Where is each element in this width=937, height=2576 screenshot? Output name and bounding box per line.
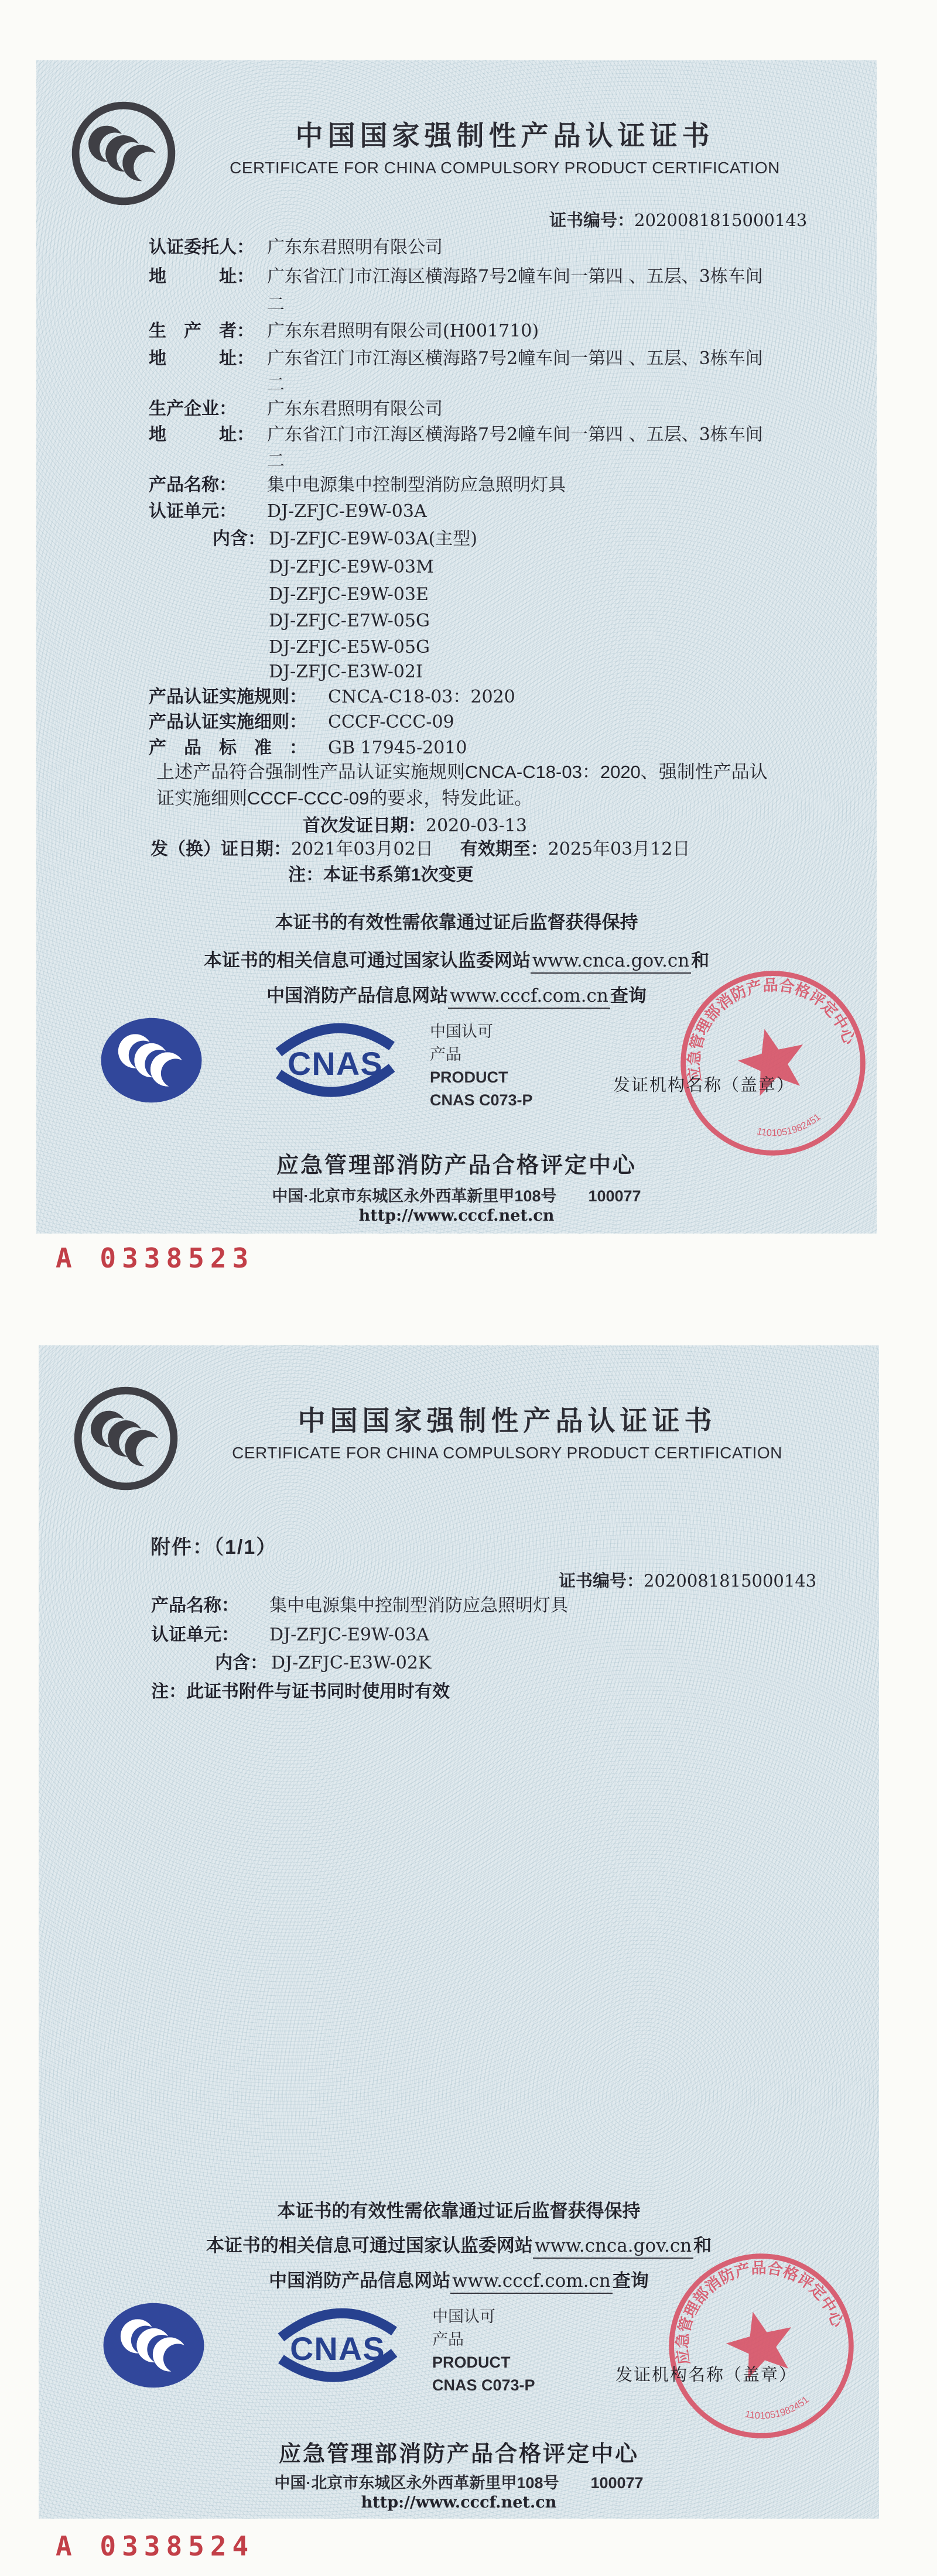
issuer-stamp-caption: 发证机构名称（盖章）	[613, 1076, 795, 1095]
certificate-attachment	[39, 1345, 879, 2519]
row-value: 广东省江门市江海区横海路7号2幢车间一第四 、五层、3栋车间	[267, 266, 763, 287]
row-value: 注：此证书附件与证书同时使用时有效	[151, 1682, 450, 1701]
row-attachment-note	[151, 1681, 450, 1703]
row-factory-address	[149, 424, 763, 446]
cnas-caption	[430, 1020, 533, 1112]
row-value: 广东省江门市江海区横海路7号2幢车间一第四 、五层、3栋车间	[267, 424, 763, 445]
row-label: 产品认证实施细则：	[149, 712, 307, 732]
row-value: DJ-ZFJC-E3W-02K	[271, 1653, 432, 1673]
row-value: 2025年03月12日	[548, 839, 690, 859]
certificate-number	[559, 1568, 816, 1592]
row-model	[269, 611, 430, 632]
row-value: 注：本证书系第1次变更	[288, 865, 474, 885]
ccc-mark-icon	[70, 100, 177, 207]
row-model	[269, 584, 429, 605]
statement-line-1: 上述产品符合强制性产品认证实施规则CNCA-C18-03：2020、强制性产品认	[156, 762, 768, 782]
row-value: GB 17945-2010	[328, 738, 467, 758]
row-value: 2021年03月02日	[291, 839, 433, 859]
cnas-caption-line: 产品	[430, 1046, 461, 1063]
row-value: 广东东君照明有限公司(H001710)	[267, 321, 539, 341]
row-label: 地 址：	[149, 425, 254, 444]
row-label: 发（换）证日期：	[151, 840, 291, 859]
row-change-note	[288, 865, 474, 886]
cnas-caption-line: CNAS C073-P	[432, 2376, 535, 2394]
certificate-serial-1: A 0338523	[56, 1242, 255, 1274]
row-value: DJ-ZFJC-E9W-03E	[269, 584, 429, 605]
row-implementation-detail	[149, 712, 454, 733]
row-product-name	[149, 475, 566, 496]
cnas-caption-line: 中国认可	[430, 1023, 493, 1040]
row-value: CNCA-C18-03：2020	[328, 687, 515, 707]
cnas-caption-line: 中国认可	[432, 2308, 495, 2325]
info-notice-prefix: 本证书的相关信息可通过国家认监委网站	[203, 950, 531, 971]
row-reissue-date	[151, 839, 690, 860]
cnas-caption-line: CNAS C073-P	[430, 1091, 533, 1109]
info-notice	[36, 946, 877, 972]
cccf-notice-suffix: 查询	[612, 2270, 649, 2291]
certificate-title-cn: 中国国家强制性产品认证证书	[295, 120, 714, 151]
ccc-mark-icon	[73, 1385, 179, 1492]
row-label: 产品认证实施规则：	[149, 687, 307, 707]
row-value: 集中电源集中控制型消防应急照明灯具	[267, 475, 566, 495]
row-label: 产品名称：	[149, 475, 237, 495]
row-first-issue-date	[303, 816, 527, 837]
statement-line-2: 证实施细则CCCF-CCC-09的要求，特发此证。	[156, 788, 533, 809]
row-label: 生 产 者：	[149, 321, 254, 341]
row-product-name	[151, 1595, 568, 1616]
row-address-continuation	[267, 294, 285, 316]
row-label: 产 品 标 准 ：	[149, 738, 307, 758]
row-value: 二	[267, 451, 285, 471]
row-models-included	[215, 1653, 432, 1674]
cnas-caption-line: 产品	[432, 2331, 464, 2348]
issuing-organization: 应急管理部消防产品合格评定中心	[278, 2442, 639, 2467]
row-value: CCCF-CCC-09	[328, 712, 454, 732]
row-value: DJ-ZFJC-E7W-05G	[269, 611, 430, 631]
certificate-main	[36, 60, 877, 1234]
row-factory	[149, 399, 443, 420]
cnas-caption-line: PRODUCT	[430, 1068, 508, 1086]
row-label: 产品名称：	[151, 1596, 239, 1615]
ccc-logo-icon	[91, 1010, 211, 1111]
row-value: 2020-03-13	[426, 816, 527, 836]
row-label: 认证委托人：	[149, 238, 254, 257]
row-model	[269, 557, 434, 578]
validity-notice: 本证书的有效性需依靠通过证后监督获得保持	[275, 912, 638, 933]
row-address-continuation	[267, 375, 285, 396]
row-label: 地 址：	[149, 267, 254, 286]
row-product-standard	[149, 738, 467, 759]
row-value: 二	[267, 375, 285, 395]
certificate-number-label: 证书编号：	[549, 211, 635, 230]
cnca-url: www.cnca.gov.cn	[533, 2235, 693, 2259]
row-applicant-address	[149, 266, 763, 287]
issuer-stamp-caption: 发证机构名称（盖章）	[615, 2366, 798, 2385]
certificate-number-value: 2020081815000143	[644, 1571, 817, 1591]
row-address-continuation	[267, 451, 285, 472]
cccf-notice-prefix: 中国消防产品信息网站	[266, 985, 449, 1006]
row-label: 有效期至：	[460, 840, 548, 859]
row-label: 认证单元：	[149, 502, 237, 521]
row-applicant	[149, 237, 443, 258]
cnca-url: www.cnca.gov.cn	[531, 950, 691, 974]
row-implementation-rule	[149, 687, 515, 708]
attachment-label: 附件：（1/1）	[151, 1536, 278, 1558]
row-value: DJ-ZFJC-E9W-03A	[267, 501, 427, 522]
row-label: 地 址：	[149, 349, 254, 368]
certificate-title-cn: 中国国家强制性产品认证证书	[297, 1405, 717, 1436]
cccf-url: www.cccf.com.cn	[450, 2270, 613, 2294]
cnas-caption	[432, 2306, 535, 2397]
cnas-logo-icon	[269, 1015, 401, 1107]
organization-address: 中国·北京市东城区永外西革新里甲108号 100077	[272, 1187, 641, 1205]
row-models-included	[213, 529, 478, 550]
cnas-logo-icon	[272, 2300, 403, 2392]
organization-website: http://www.cccf.net.cn	[358, 1207, 555, 1225]
row-value: 广东东君照明有限公司	[267, 399, 443, 419]
validity-notice: 本证书的有效性需依靠通过证后监督获得保持	[277, 2201, 641, 2221]
row-model	[269, 637, 430, 658]
cccf-notice-prefix: 中国消防产品信息网站	[269, 2270, 451, 2291]
certificate-number-value: 2020081815000143	[634, 210, 808, 230]
cnas-caption-line: PRODUCT	[432, 2354, 511, 2371]
issuing-organization: 应急管理部消防产品合格评定中心	[276, 1153, 637, 1178]
row-label: 内含：	[215, 1653, 268, 1673]
row-value: 集中电源集中控制型消防应急照明灯具	[269, 1595, 568, 1616]
row-value: DJ-ZFJC-E3W-02I	[269, 662, 423, 682]
certificate-title-en: CERTIFICATE FOR CHINA COMPULSORY PRODUCT CERTIFICATION	[232, 1444, 782, 1462]
row-label: 首次发证日期：	[303, 816, 426, 835]
cccf-url: www.cccf.com.cn	[448, 985, 610, 1009]
certificate-title-en: CERTIFICATE FOR CHINA COMPULSORY PRODUCT CERTIFICATION	[230, 159, 780, 177]
row-label: 内含：	[213, 529, 265, 549]
info-notice-prefix: 本证书的相关信息可通过国家认监委网站	[206, 2235, 533, 2256]
row-value: DJ-ZFJC-E9W-03A(主型)	[269, 529, 478, 549]
row-value: 二	[267, 294, 285, 315]
certificate-number-label: 证书编号：	[559, 1572, 644, 1591]
info-notice-suffix: 和	[693, 2235, 712, 2256]
row-value: DJ-ZFJC-E9W-03A	[269, 1625, 429, 1645]
organization-address: 中国·北京市东城区永外西革新里甲108号 100077	[274, 2474, 644, 2492]
row-value: 广东东君照明有限公司	[267, 237, 443, 258]
ccc-logo-icon	[94, 2295, 214, 2396]
cccf-notice-suffix: 查询	[610, 985, 647, 1006]
row-model	[269, 662, 423, 683]
organization-website: http://www.cccf.net.cn	[361, 2493, 557, 2512]
row-certification-unit	[149, 501, 427, 522]
info-notice-suffix: 和	[691, 950, 710, 971]
row-producer-address	[149, 348, 763, 369]
row-certification-unit	[151, 1625, 429, 1646]
row-label: 认证单元：	[151, 1625, 239, 1645]
row-value: 广东省江门市江海区横海路7号2幢车间一第四 、五层、3栋车间	[267, 348, 763, 369]
red-official-seal	[644, 2229, 878, 2463]
row-producer	[149, 321, 539, 342]
row-value: DJ-ZFJC-E9W-03M	[269, 557, 434, 577]
row-label: 生产企业：	[149, 399, 237, 419]
certificate-number	[549, 207, 807, 231]
row-value: DJ-ZFJC-E5W-05G	[269, 637, 430, 657]
certificate-serial-2: A 0338524	[56, 2530, 255, 2562]
